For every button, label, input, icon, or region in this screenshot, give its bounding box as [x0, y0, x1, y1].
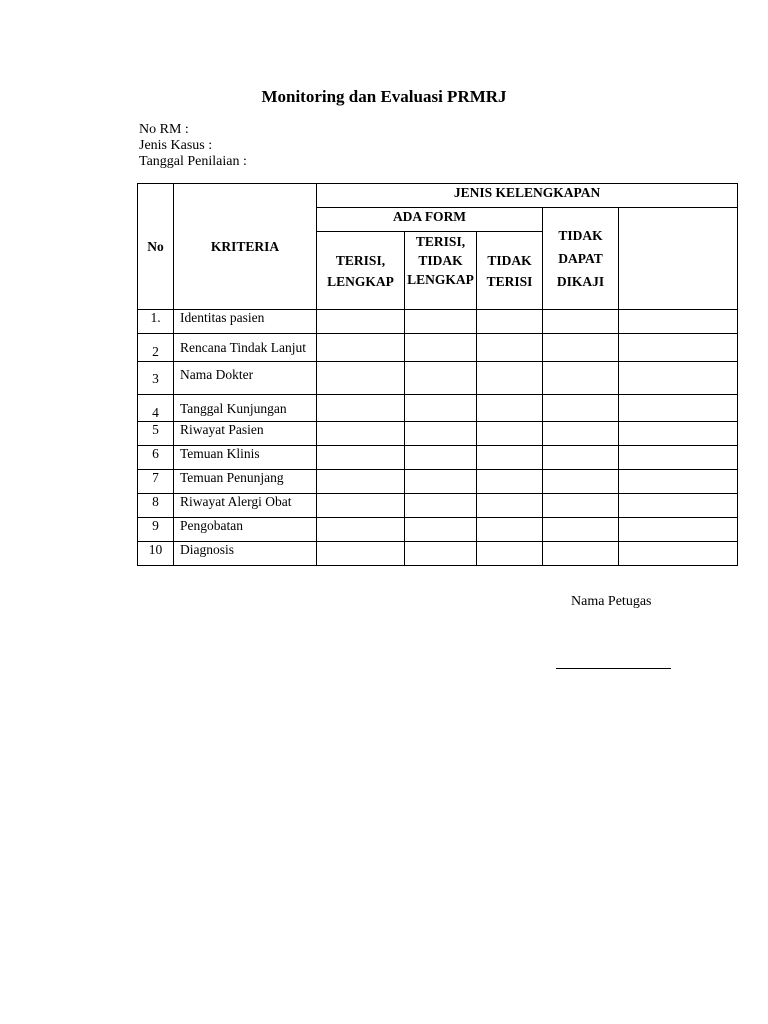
cell-persen-lengkap[interactable]: [619, 310, 738, 334]
cell-tidak-dapat-dikaji[interactable]: [543, 470, 619, 494]
cell-tidak-terisi[interactable]: [477, 362, 543, 395]
cell-terisi-tidak-lengkap[interactable]: [405, 494, 477, 518]
cell-terisi-tidak-lengkap[interactable]: [405, 470, 477, 494]
table-row: [138, 446, 738, 470]
row-kriteria: Riwayat Alergi Obat: [174, 494, 317, 518]
cell-terisi-lengkap[interactable]: [317, 362, 405, 395]
cell-terisi-lengkap[interactable]: [317, 470, 405, 494]
row-kriteria: Diagnosis: [174, 542, 317, 566]
cell-terisi-lengkap[interactable]: [317, 310, 405, 334]
table-row: [138, 395, 738, 422]
cell-terisi-lengkap[interactable]: [317, 395, 405, 422]
cell-tidak-terisi[interactable]: [477, 310, 543, 334]
cell-persen-lengkap[interactable]: [619, 518, 738, 542]
cell-tidak-terisi[interactable]: [477, 395, 543, 422]
table-row: [138, 334, 738, 362]
cell-tidak-dapat-dikaji[interactable]: [543, 334, 619, 362]
cell-persen-lengkap[interactable]: [619, 470, 738, 494]
header-ada-form: ADA FORM: [317, 208, 543, 232]
row-kriteria: Identitas pasien: [174, 310, 317, 334]
table-row: [138, 470, 738, 494]
cell-tidak-dapat-dikaji[interactable]: [543, 395, 619, 422]
cell-persen-lengkap[interactable]: [619, 395, 738, 422]
cell-persen-lengkap[interactable]: [619, 542, 738, 566]
row-no: 6: [138, 446, 174, 470]
cell-tidak-terisi[interactable]: [477, 494, 543, 518]
cell-persen-lengkap[interactable]: [619, 422, 738, 446]
signature-line[interactable]: [556, 668, 671, 669]
page-title: Monitoring dan Evaluasi PRMRJ: [261, 87, 507, 106]
header-tidak-dapat-dikaji: TIDAK DAPAT DIKAJI: [543, 208, 619, 310]
cell-tidak-dapat-dikaji[interactable]: [543, 446, 619, 470]
table-row: [138, 310, 738, 334]
cell-tidak-terisi[interactable]: [477, 422, 543, 446]
table-row: [138, 362, 738, 395]
cell-tidak-terisi[interactable]: [477, 542, 543, 566]
header-kriteria: KRITERIA: [174, 184, 317, 310]
cell-tidak-terisi[interactable]: [477, 446, 543, 470]
tanggal-penilaian-label: Tanggal Penilaian :: [139, 154, 247, 169]
cell-tidak-dapat-dikaji[interactable]: [543, 518, 619, 542]
cell-terisi-tidak-lengkap[interactable]: [405, 446, 477, 470]
table-row: [138, 422, 738, 446]
cell-tidak-dapat-dikaji[interactable]: [543, 422, 619, 446]
cell-tidak-terisi[interactable]: [477, 470, 543, 494]
cell-terisi-lengkap[interactable]: [317, 494, 405, 518]
cell-terisi-tidak-lengkap[interactable]: [405, 362, 477, 395]
header-terisi-lengkap: TERISI, LENGKAP: [317, 232, 405, 310]
cell-tidak-dapat-dikaji[interactable]: [543, 542, 619, 566]
row-no: 2: [138, 334, 174, 362]
table-row: [138, 542, 738, 566]
cell-terisi-tidak-lengkap[interactable]: [405, 518, 477, 542]
row-no: 9: [138, 518, 174, 542]
cell-persen-lengkap[interactable]: [619, 362, 738, 395]
header-jenis-kelengkapan: JENIS KELENGKAPAN: [317, 184, 738, 208]
cell-persen-lengkap[interactable]: [619, 446, 738, 470]
cell-tidak-terisi[interactable]: [477, 334, 543, 362]
row-kriteria: Pengobatan: [174, 518, 317, 542]
cell-terisi-lengkap[interactable]: [317, 334, 405, 362]
row-kriteria: Riwayat Pasien: [174, 422, 317, 446]
row-kriteria: Nama Dokter: [174, 362, 317, 395]
monitoring-table: [137, 183, 738, 566]
signature-label: Nama Petugas: [571, 594, 652, 609]
cell-terisi-tidak-lengkap[interactable]: [405, 395, 477, 422]
row-no: 4: [138, 395, 174, 422]
cell-terisi-tidak-lengkap[interactable]: [405, 422, 477, 446]
cell-persen-lengkap[interactable]: [619, 494, 738, 518]
row-no: 8: [138, 494, 174, 518]
cell-tidak-dapat-dikaji[interactable]: [543, 362, 619, 395]
cell-terisi-tidak-lengkap[interactable]: [405, 334, 477, 362]
row-no: 3: [138, 362, 174, 395]
row-kriteria: Rencana Tindak Lanjut: [174, 334, 317, 362]
cell-terisi-lengkap[interactable]: [317, 542, 405, 566]
row-kriteria: Tanggal Kunjungan: [174, 395, 317, 422]
row-no: 5: [138, 422, 174, 446]
cell-terisi-lengkap[interactable]: [317, 422, 405, 446]
header-terisi-tidak-lengkap: TERISI, TIDAK LENGKAP: [405, 232, 477, 310]
cell-terisi-lengkap[interactable]: [317, 518, 405, 542]
row-no: 1.: [138, 310, 174, 334]
cell-terisi-lengkap[interactable]: [317, 446, 405, 470]
header-tidak-terisi: TIDAK TERISI: [477, 232, 543, 310]
cell-terisi-tidak-lengkap[interactable]: [405, 310, 477, 334]
cell-persen-lengkap[interactable]: [619, 334, 738, 362]
row-no: 7: [138, 470, 174, 494]
cell-terisi-tidak-lengkap[interactable]: [405, 542, 477, 566]
row-no: 10: [138, 542, 174, 566]
table-row: [138, 518, 738, 542]
header-no: No: [138, 184, 174, 310]
no-rm-label: No RM :: [139, 122, 189, 137]
row-kriteria: Temuan Klinis: [174, 446, 317, 470]
row-kriteria: Temuan Penunjang: [174, 470, 317, 494]
cell-tidak-dapat-dikaji[interactable]: [543, 494, 619, 518]
cell-tidak-terisi[interactable]: [477, 518, 543, 542]
table-row: [138, 494, 738, 518]
jenis-kasus-label: Jenis Kasus :: [139, 138, 213, 153]
cell-tidak-dapat-dikaji[interactable]: [543, 310, 619, 334]
